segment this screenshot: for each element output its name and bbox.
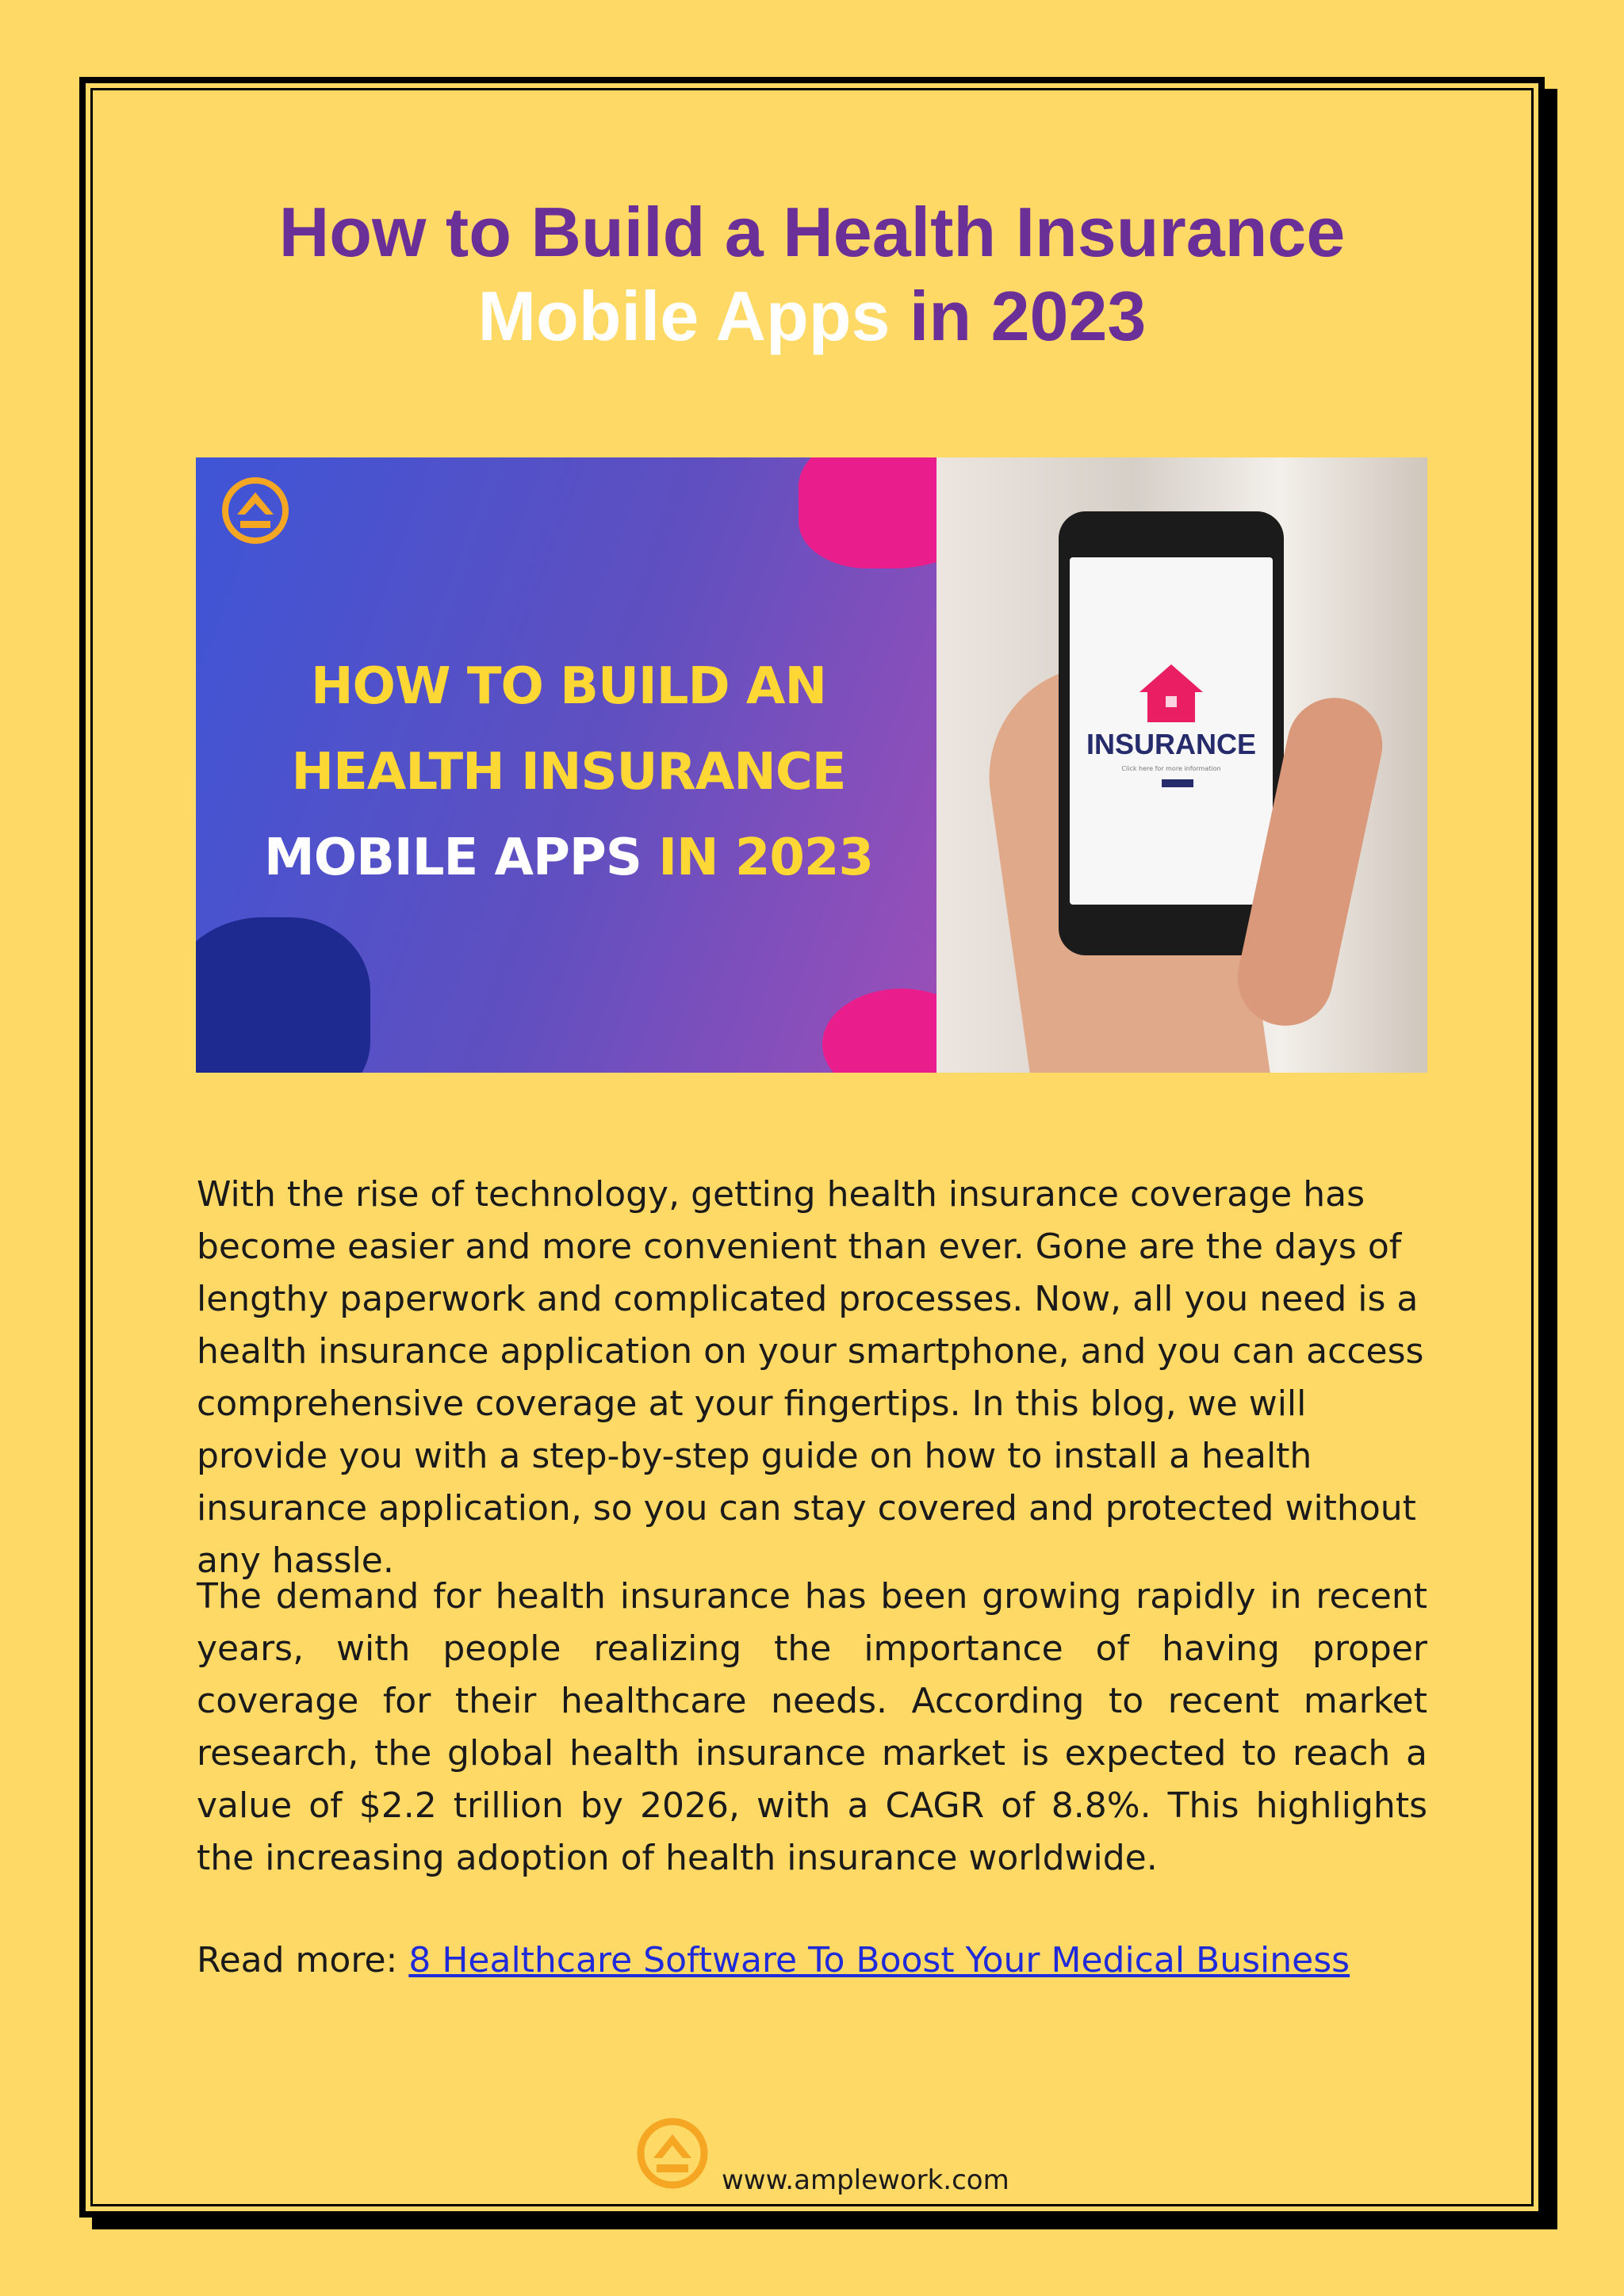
hero-image (196, 457, 1427, 1073)
phone-screen-label: INSURANCE (1086, 728, 1256, 760)
hero-headline-line2: HEALTH INSURANCE (291, 743, 846, 802)
amplework-logo-icon (220, 475, 291, 546)
page-title-line2 (0, 274, 1624, 358)
footer-url: www.amplework.com (722, 2164, 1009, 2196)
phone-screen-sub: Click here for more information (1121, 765, 1221, 772)
hero-blob-bottom-left (196, 917, 370, 1073)
hero-headline-white: MOBILE APPS (264, 828, 642, 887)
hero-headline (243, 644, 894, 901)
house-icon (1136, 660, 1207, 724)
page-frame (79, 77, 1545, 2218)
page-title (0, 190, 1624, 358)
read-more-link[interactable]: 8 Healthcare Software To Boost Your Medical Business (408, 1940, 1350, 1980)
paragraph-intro: With the rise of technology, getting health insurance coverage has become easier and more convenient than ever. Gone are the days of lengthy paperwork and complicated processes. Now, all you need is a health insurance application on your smartphone, and you can access comprehensive coverage at your fingertips. In this blog, we will provide you with a step-by-step guide on how to install a health insurance application, so you can stay covered and protected without any hassle. (197, 1174, 1424, 1581)
phone-screen (1070, 557, 1273, 905)
footer-logo-icon (634, 2115, 710, 2191)
page-title-highlight: Mobile Apps (477, 277, 891, 355)
page-title-rest: in 2023 (890, 277, 1147, 355)
phone-shape (1059, 511, 1284, 955)
hero-headline-line1: HOW TO BUILD AN (310, 657, 827, 716)
read-more (197, 1934, 1427, 1987)
hero-headline-line3 (243, 815, 894, 901)
phone-screen-button (1162, 779, 1193, 787)
page-frame-inner-border (90, 88, 1534, 2206)
paragraph-market: The demand for health insurance has been growing rapidly in recent years, with people realizing the importance of having proper coverage for their healthcare needs. According to recent market research, the global health insurance market is expected to reach a value of $2.2 trillion by 2026, with a CAGR of 8.8%. This highlights the increasing adoption of health insurance worldwide. (197, 1576, 1427, 1878)
hero-headline-yellow: IN 2023 (641, 828, 873, 887)
page-title-line1: How to Build a Health Insurance (278, 193, 1346, 271)
read-more-prefix: Read more: (197, 1940, 409, 1980)
